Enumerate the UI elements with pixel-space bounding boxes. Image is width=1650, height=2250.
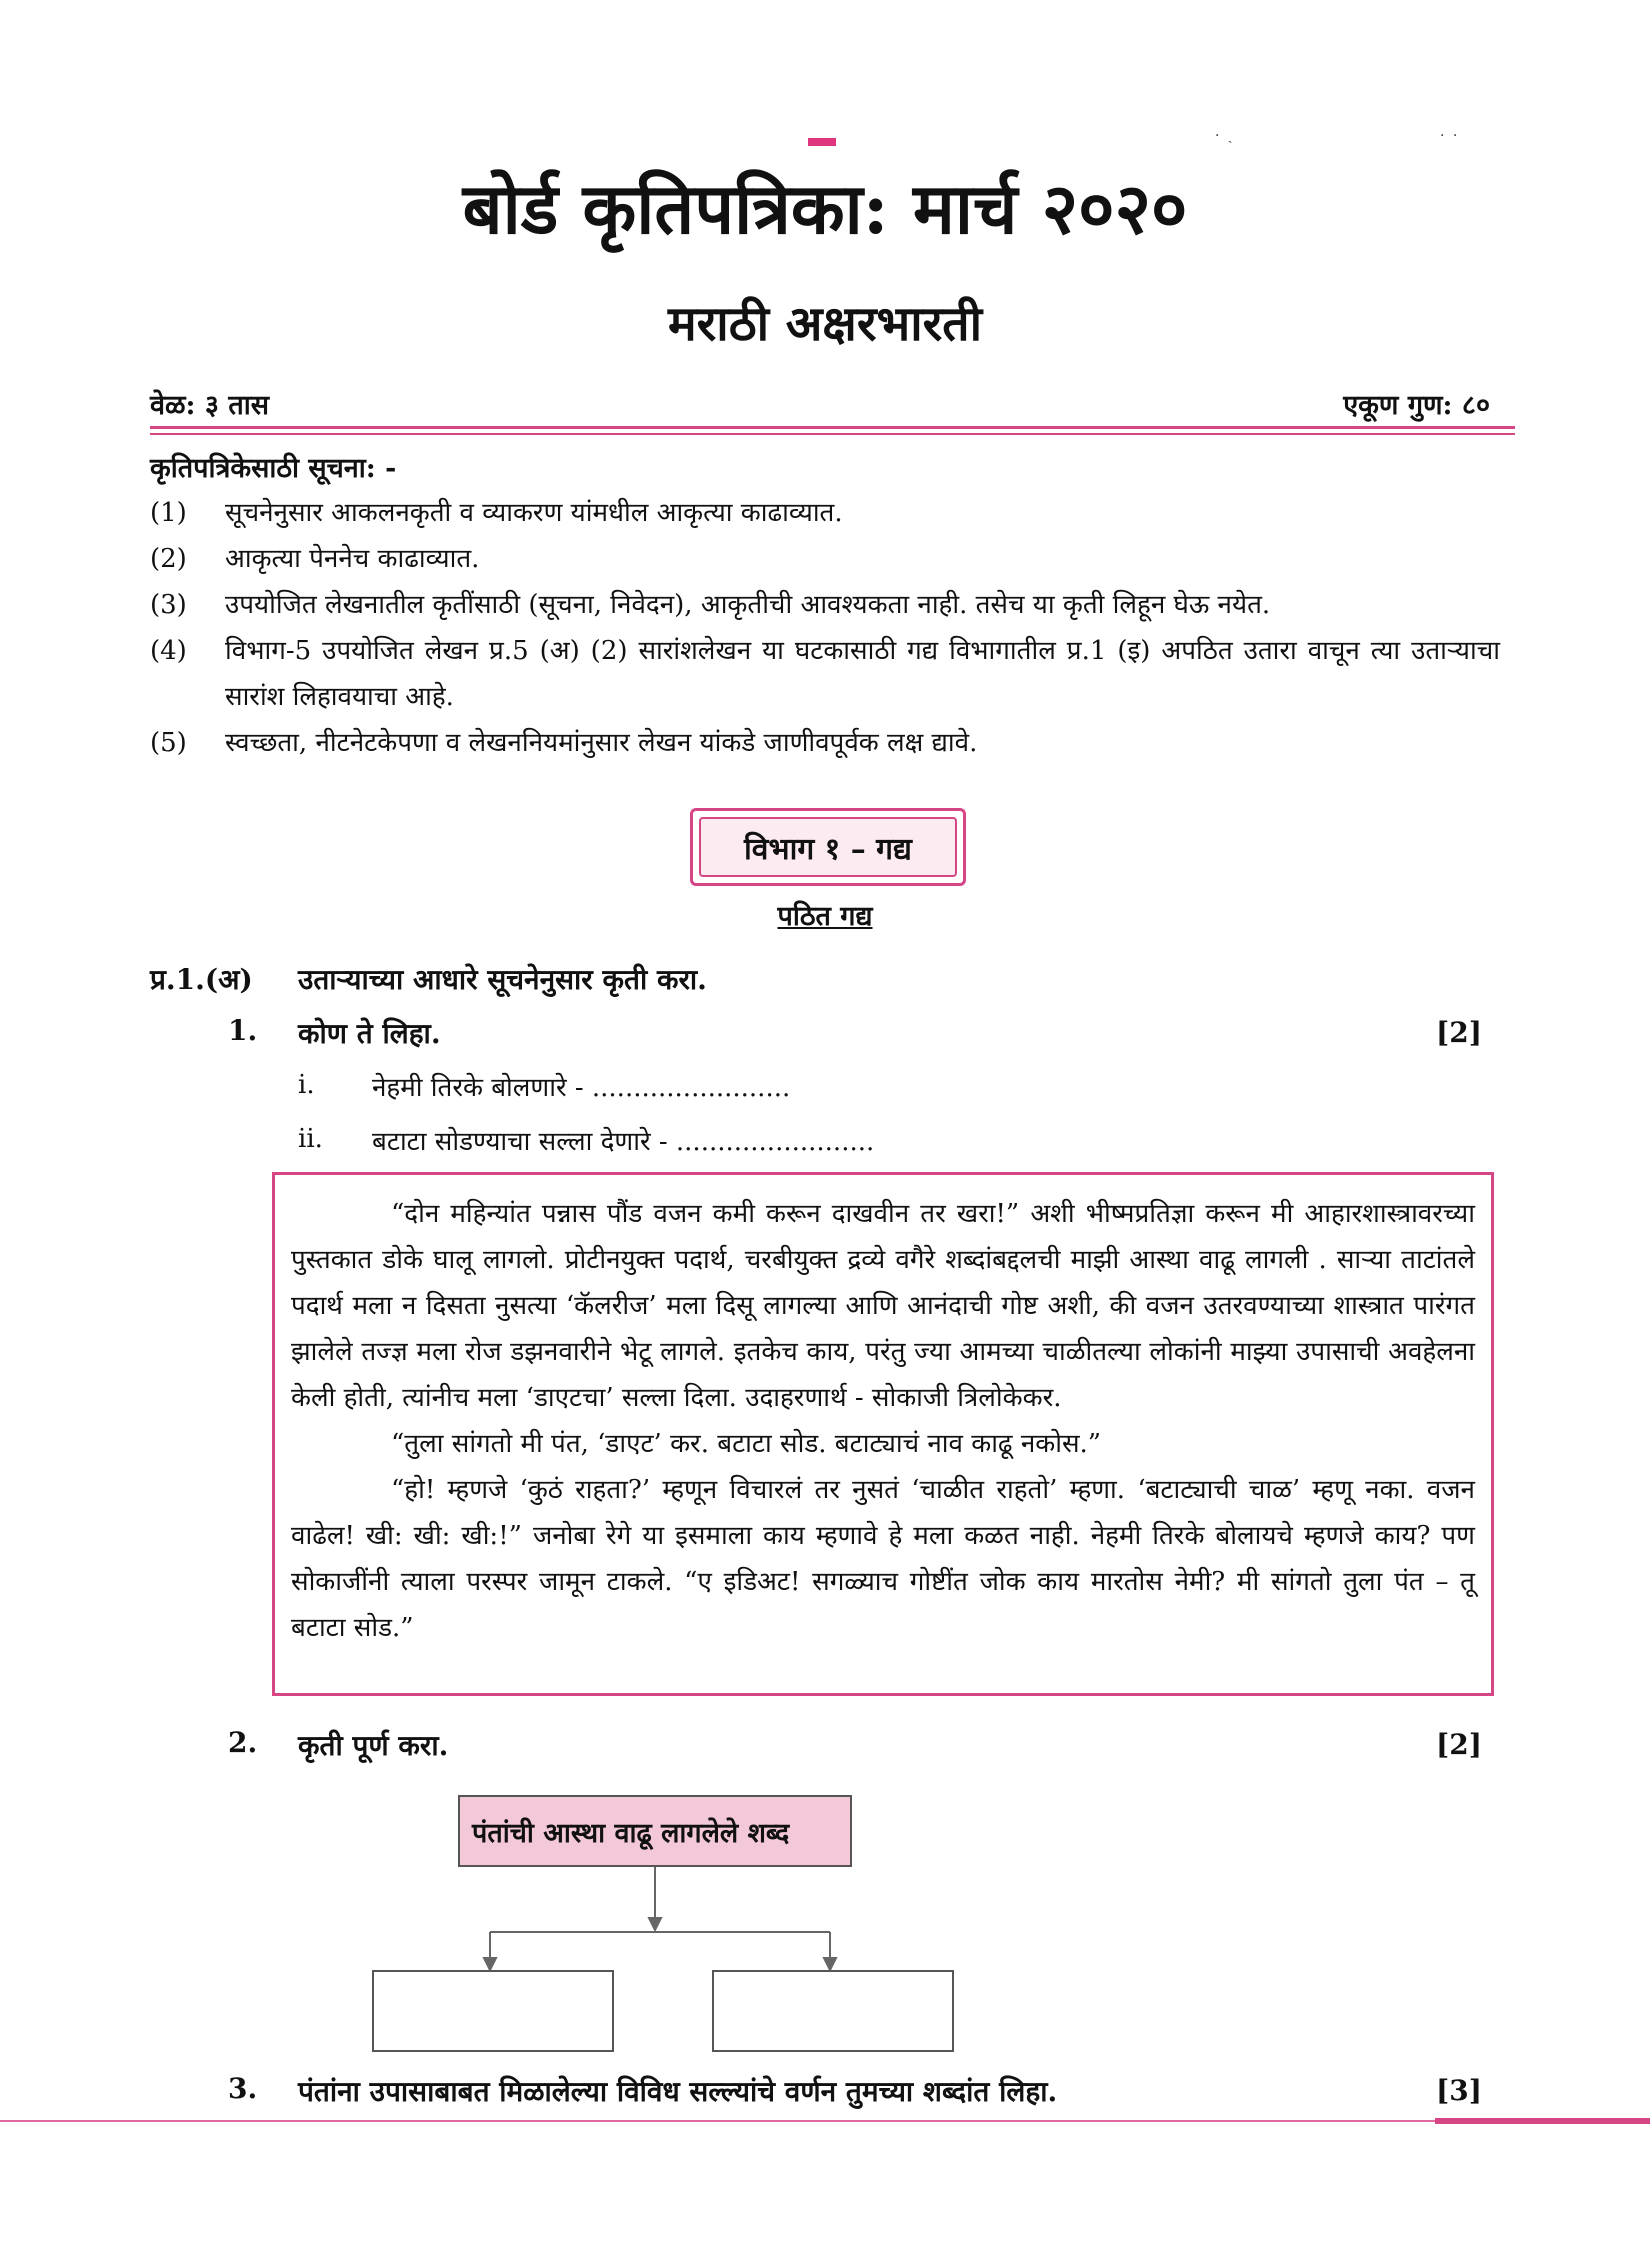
subquestion-marks: [3] xyxy=(1436,2074,1482,2107)
instruction-text: स्वच्छता, नीटनेटकेपणा व लेखननियमांनुसार लेखन यांकडे जाणीवपूर्वक लक्ष द्यावे. xyxy=(225,728,978,758)
instruction-number: (4) xyxy=(150,636,187,666)
passage-paragraph: “दोन महिन्यांत पन्नास पौंड वजन कमी करून दाखवीन तर खरा!” अशी भीष्मप्रतिज्ञा करून मी आहारशास्त्रावरच्या पुस्तकात डोके घालू लागलो. प्रोटीनयुक्त पदार्थ, चरबीयुक्त द्रव्ये वगैरे शब्दांबद्दलची माझी आस्था वाढू लागली . साऱ्या ताटांतले पदार्थ मला न दिसता नुसत्या ‘कॅलरीज’ मला दिसू लागल्या आणि आनंदाची गोष्ट अशी, की वजन उतरवण्याच्या शास्त्रात पारंगत झालेले तज्ज्ञ मला रोज डझनवारीने भेटू लागले. इतकेच काय, परंतु ज्या आमच्या चाळीतल्या लोकांनी माझ्या उपासाची अवहेलना केली होती, त्यांनीच मला ‘डाएटचा’ सल्ला दिला. उदाहरणार्थ - सोकाजी त्रिलोकेकर. xyxy=(291,1199,1475,1413)
subject-title: मराठी अक्षरभारती xyxy=(667,296,983,352)
instruction-number: (2) xyxy=(150,544,187,574)
subquestion-marks: [2] xyxy=(1436,1016,1482,1049)
item-text: बटाटा सोडण्याचा सल्ला देणारे - ........................ xyxy=(372,1127,875,1157)
section-label: विभाग १ – गद्य xyxy=(699,817,957,877)
footer-divider xyxy=(0,2120,1650,2122)
instructions-heading: कृतिपत्रिकेसाठी सूचना: - xyxy=(150,453,397,484)
instruction-text: उपयोजित लेखनातील कृतींसाठी (सूचना, निवेदन), आकृतीची आवश्यकता नाही. तसेच या कृती लिहून घेऊ नयेत. xyxy=(225,590,1271,620)
item-number: ii. xyxy=(298,1124,323,1154)
subquestion-text: कृती पूर्ण करा. xyxy=(298,1729,449,1762)
scan-mark: · · xyxy=(1440,128,1460,144)
section-sub-heading: पठित गद्य xyxy=(777,901,873,932)
instruction-text: आकृत्या पेननेच काढाव्यात. xyxy=(225,544,480,574)
instruction-text: विभाग-5 उपयोजित लेखन प्र.5 (अ) (2) सारांशलेखन या घटकासाठी गद्य विभागातील प्र.1 (इ) अपठित उतारा वाचून त्या उताऱ्याचा सारांश लिहावयाचा आहे. xyxy=(225,636,1500,712)
subquestion-number: 3. xyxy=(228,2072,258,2105)
concept-map-root: पंतांची आस्था वाढू लागलेले शब्द xyxy=(458,1795,852,1867)
subquestion-text: कोण ते लिहा. xyxy=(298,1017,441,1050)
subquestion-number: 1. xyxy=(228,1014,258,1047)
subquestion-number: 2. xyxy=(228,1726,258,1759)
instruction-number: (1) xyxy=(150,498,187,528)
footer-accent-bar xyxy=(1435,2118,1650,2124)
page-title: बोर्ड कृतिपत्रिका: मार्च २०२० xyxy=(462,167,1188,250)
total-marks: एकूण गुण: ८० xyxy=(1343,390,1490,421)
instruction-text: सूचनेनुसार आकलनकृती व व्याकरण यांमधील आकृत्या काढाव्यात. xyxy=(225,498,843,528)
item-text: नेहमी तिरके बोलणारे - ........................ xyxy=(372,1073,791,1103)
subquestion-text: पंतांना उपासाबाबत मिळालेल्या विविध सल्ल्यांचे वर्णन तुमच्या शब्दांत लिहा. xyxy=(298,2075,1058,2108)
passage-paragraph: “तुला सांगतो मी पंत, ‘डाएट’ कर. बटाटा सोड. बटाट्याचं नाव काढू नकोस.” xyxy=(391,1429,1102,1459)
question-text: उताऱ्याच्या आधारे सूचनेनुसार कृती करा. xyxy=(298,963,707,996)
scan-mark: · ˎ xyxy=(1215,128,1235,144)
concept-map-answer-box[interactable] xyxy=(712,1970,954,2052)
passage-paragraph: “हो! म्हणजे ‘कुठं राहता?’ म्हणून विचारलं तर नुसतं ‘चाळीत राहतो’ म्हणा. ‘बटाट्याची चाळ’ म्हणू नका. वजन वाढेल! खी: खी: खी:!” जनोबा रेगे या इसमाला काय म्हणावे हे मला कळत नाही. नेहमी तिरके बोलायचे म्हणजे काय? पण सोकाजींनी त्याला परस्पर जामून टाकले. “ए इडिअट! सगळ्याच गोष्टींत जोक काय मारतोस नेमी? मी सांगतो तुला पंत – तू बटाटा सोड.” xyxy=(291,1475,1475,1643)
question-number: प्र.1.(अ) xyxy=(150,963,253,996)
concept-map-answer-box[interactable] xyxy=(372,1970,614,2052)
item-number: i. xyxy=(298,1070,315,1100)
exam-duration: वेळ: ३ तास xyxy=(150,390,269,421)
instruction-number: (3) xyxy=(150,590,187,620)
subquestion-marks: [2] xyxy=(1436,1728,1482,1761)
instruction-number: (5) xyxy=(150,728,187,758)
